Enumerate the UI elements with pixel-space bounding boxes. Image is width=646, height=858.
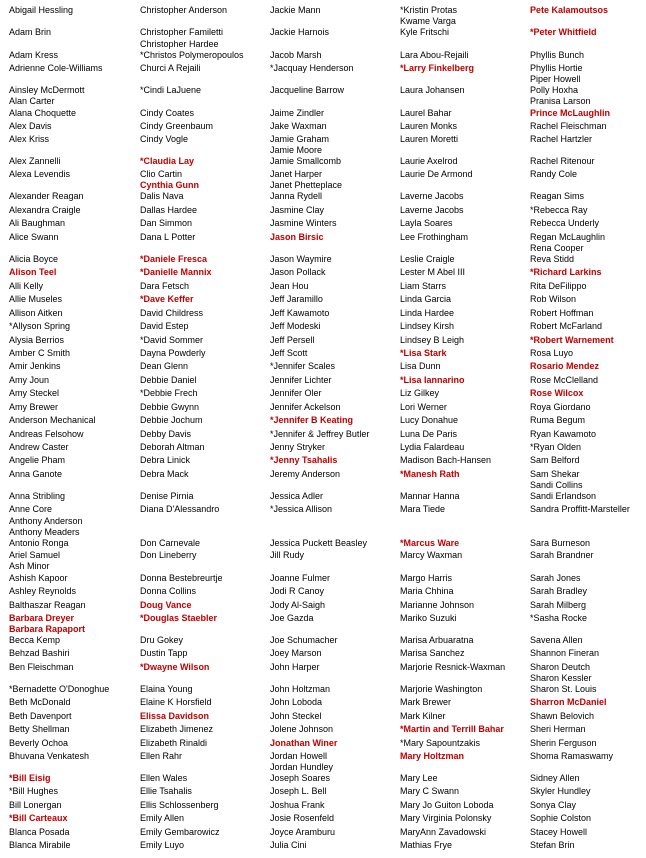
name-entry: Don Carnevale — [140, 538, 201, 548]
name-entry: Emily Allen — [140, 813, 185, 823]
name-entry: Polly Hoxha — [530, 85, 579, 95]
name-entry: Joanne Fulmer — [270, 573, 331, 583]
name-entry: Debbie Gwynn — [140, 402, 200, 412]
name-entry: Elizabeth Rinaldi — [140, 738, 208, 748]
name-entry: Adrienne Cole-Williams — [9, 63, 103, 73]
name-entry: *Sasha Rocke — [530, 613, 588, 623]
name-entry: Sam Shekar — [530, 469, 580, 479]
highlighted-name: *Bill Carteaux — [9, 813, 68, 823]
name-entry: Alex Zannelli — [9, 156, 61, 166]
name-entry: Jolene Johnson — [270, 724, 334, 734]
name-entry: Mathias Frye — [400, 840, 453, 850]
highlighted-name: Rose Wilcox — [530, 388, 584, 398]
name-entry: Rena Cooper — [530, 243, 584, 253]
name-entry: Sandra Proffitt-Marsteller — [530, 504, 630, 514]
name-entry: David Childress — [140, 308, 204, 318]
name-entry: Rita DeFilippo — [530, 281, 587, 291]
name-entry: Sherin Ferguson — [530, 738, 597, 748]
highlighted-name: *Larry Finkelberg — [400, 63, 475, 73]
name-entry: Laura Johansen — [400, 85, 465, 95]
name-entry: Jacob Marsh — [270, 50, 322, 60]
name-entry: Lester M Abel III — [400, 267, 466, 277]
name-entry: Jamie Graham — [270, 134, 330, 144]
name-entry: Angelie Pham — [9, 455, 66, 465]
name-entry: *Christos Polymeropoulos — [140, 50, 244, 60]
name-entry: *Jennifer Scales — [270, 361, 336, 371]
name-entry: John Loboda — [270, 697, 323, 707]
name-entry: Emily Luyo — [140, 840, 185, 850]
name-entry: Lauren Monks — [400, 121, 458, 131]
name-entry: *Bill Hughes — [9, 786, 59, 796]
name-entry: Pranisa Larson — [530, 96, 591, 106]
name-entry: *Rebecca Ray — [530, 205, 588, 215]
name-entry: Debbie Daniel — [140, 375, 197, 385]
name-entry: Jennifer Oler — [270, 388, 322, 398]
name-entry: Ellen Rahr — [140, 751, 183, 761]
name-entry: Ali Baughman — [9, 218, 66, 228]
name-entry: Alex Kriss — [9, 134, 50, 144]
name-entry: Alicia Boyce — [9, 254, 59, 264]
highlighted-name: *Manesh Rath — [400, 469, 460, 479]
name-entry: Allison Aitken — [9, 308, 63, 318]
name-entry: Linda Garcia — [400, 294, 452, 304]
name-entry: Elaina Young — [140, 684, 193, 694]
name-entry: Liam Starrs — [400, 281, 447, 291]
name-entry: Sheri Herman — [530, 724, 586, 734]
highlighted-name: *Robert Warnement — [530, 335, 614, 345]
name-entry: Liz Gilkey — [400, 388, 440, 398]
name-entry: Kwame Varga — [400, 16, 456, 26]
name-entry: Christopher Hardee — [140, 39, 219, 49]
name-entry: Donna Bestebreurtje — [140, 573, 223, 583]
name-entry: Margo Harris — [400, 573, 453, 583]
name-entry: Dean Glenn — [140, 361, 189, 371]
name-entry: Jeff Modeski — [270, 321, 321, 331]
name-entry: Becca Kemp — [9, 635, 61, 645]
name-entry: Debra Mack — [140, 469, 189, 479]
name-entry: *Kristin Protas — [400, 5, 458, 15]
name-entry: Phyllis Hortie — [530, 63, 583, 73]
highlighted-name: Rosario Mendez — [530, 361, 600, 371]
name-entry: *Debbie Frech — [140, 388, 198, 398]
name-entry: Janna Rydell — [270, 191, 323, 201]
name-entry: David Estep — [140, 321, 189, 331]
highlighted-name: Barbara Rapaport — [9, 624, 86, 634]
name-entry: John Holtzman — [270, 684, 331, 694]
name-entry: *Mary Sapountzakis — [400, 738, 481, 748]
name-entry: Jamie Moore — [270, 145, 323, 155]
name-entry: Laverne Jacobs — [400, 205, 464, 215]
name-entry: Ash Minor — [9, 561, 50, 571]
name-entry: Sarah Milberg — [530, 600, 587, 610]
name-entry: Debbie Jochum — [140, 415, 203, 425]
name-entry: Anna Stribling — [9, 491, 66, 501]
highlighted-name: Jonathan Winer — [270, 738, 338, 748]
name-entry: Jessica Adler — [270, 491, 324, 501]
name-entry: Sidney Allen — [530, 773, 580, 783]
name-entry: Adam Brin — [9, 27, 52, 37]
name-entry: Ashley Reynolds — [9, 586, 77, 596]
name-entry: Jamie Smallcomb — [270, 156, 342, 166]
name-entry: Laverne Jacobs — [400, 191, 464, 201]
highlighted-name: *Douglas Staebler — [140, 613, 218, 623]
name-entry: Anderson Mechanical — [9, 415, 96, 425]
name-entry: Alan Carter — [9, 96, 55, 106]
name-entry: Marjorie Washington — [400, 684, 483, 694]
name-entry: Shannon Fineran — [530, 648, 600, 658]
name-entry: MaryAnn Zavadowski — [400, 827, 487, 837]
name-entry: Regan McLaughlin — [530, 232, 606, 242]
name-entry: Alexa Levendis — [9, 169, 71, 179]
name-entry: Mannar Hanna — [400, 491, 460, 501]
name-entry: Donna Collins — [140, 586, 197, 596]
name-entry: Julia Cini — [270, 840, 307, 850]
name-entry: Lindsey Kirsh — [400, 321, 455, 331]
name-entry: Deborah Altman — [140, 442, 205, 452]
name-entry: Linda Hardee — [400, 308, 455, 318]
name-entry: Reva Stidd — [530, 254, 575, 264]
name-entry: Amy Brewer — [9, 402, 59, 412]
name-entry: Alexander Reagan — [9, 191, 84, 201]
name-entry: Cindy Coates — [140, 108, 195, 118]
name-entry: Marjorie Resnick-Waxman — [400, 662, 506, 672]
name-entry: Marisa Arbuaratna — [400, 635, 474, 645]
name-entry: Leslie Craigle — [400, 254, 455, 264]
highlighted-name: Prince McLaughlin — [530, 108, 611, 118]
name-entry: Maria Chhina — [400, 586, 454, 596]
name-entry: Elaine K Horsfield — [140, 697, 212, 707]
highlighted-name: *Dwayne Wilson — [140, 662, 210, 672]
name-entry: Jason Pollack — [270, 267, 326, 277]
highlighted-name: *Peter Whitfield — [530, 27, 597, 37]
highlighted-name: *Jennifer B Keating — [270, 415, 354, 425]
name-entry: *Jacquay Henderson — [270, 63, 354, 73]
name-entry: John Harper — [270, 662, 320, 672]
name-entry: Dana L Potter — [140, 232, 196, 242]
highlighted-name: Elissa Davidson — [140, 711, 210, 721]
name-entry: Beth Davenport — [9, 711, 72, 721]
name-entry: Joe Schumacher — [270, 635, 338, 645]
highlighted-name: Mary Holtzman — [400, 751, 465, 761]
name-entry: Lara Abou-Rejaili — [400, 50, 469, 60]
name-entry: Cindy Vogle — [140, 134, 189, 144]
highlighted-name: Alison Teel — [9, 267, 57, 277]
name-entry: Robert Hoffman — [530, 308, 594, 318]
name-entry: Mariko Suzuki — [400, 613, 457, 623]
name-entry: Emily Gembarowicz — [140, 827, 220, 837]
name-entry: Alysia Berrios — [9, 335, 65, 345]
name-entry: Jennifer Ackelson — [270, 402, 341, 412]
name-entry: Clio Cartin — [140, 169, 183, 179]
name-entry: Sharon Kessler — [530, 673, 592, 683]
name-entry: Amy Steckel — [9, 388, 60, 398]
name-entry: Lauren Moretti — [400, 134, 459, 144]
name-entry: Ellis Schlossenberg — [140, 800, 219, 810]
highlighted-name: *Claudia Lay — [140, 156, 195, 166]
name-entry: Denise Pirnia — [140, 491, 194, 501]
name-entry: Rosa Luyo — [530, 348, 574, 358]
name-entry: Alexandra Craigle — [9, 205, 81, 215]
name-entry: Sarah Brandner — [530, 550, 594, 560]
name-entry: Rebecca Underly — [530, 218, 600, 228]
name-entry: Diana D'Alessandro — [140, 504, 220, 514]
name-entry: Anthony Meaders — [9, 527, 80, 537]
name-entry: Blanca Posada — [9, 827, 70, 837]
name-entry: *Cindi LaJuene — [140, 85, 202, 95]
name-entry: Joey Marson — [270, 648, 322, 658]
name-entry: Beth McDonald — [9, 697, 71, 707]
highlighted-name: Barbara Dreyer — [9, 613, 75, 623]
name-entry: Dayna Powderly — [140, 348, 206, 358]
name-entry: Alex Davis — [9, 121, 52, 131]
name-entry: Mary C Swann — [400, 786, 460, 796]
highlighted-name: *Daniele Fresca — [140, 254, 208, 264]
name-entry: Jordan Howell — [270, 751, 328, 761]
name-entry: Andreas Felsohow — [9, 429, 84, 439]
name-entry: Laurie De Armond — [400, 169, 473, 179]
name-entry: Jeff Jaramillo — [270, 294, 323, 304]
name-entry: John Steckel — [270, 711, 322, 721]
name-entry: Mary Jo Guiton Loboda — [400, 800, 494, 810]
name-entry: Sandi Collins — [530, 480, 583, 490]
name-entry: Lee Frothingham — [400, 232, 469, 242]
name-entry: Stefan Brin — [530, 840, 575, 850]
name-entry: Christopher Familetti — [140, 27, 224, 37]
name-entry: Amir Jenkins — [9, 361, 61, 371]
name-entry: Roya Giordano — [530, 402, 591, 412]
name-entry: Dan Simmon — [140, 218, 193, 228]
name-entry: Janet Phetteplace — [270, 180, 343, 190]
name-entry: Anne Core — [9, 504, 53, 514]
name-entry: *David Sommer — [140, 335, 204, 345]
name-entry: Mara Tiede — [400, 504, 446, 514]
highlighted-name: *Martin and Terrill Bahar — [400, 724, 504, 734]
name-entry: Shawn Belovich — [530, 711, 595, 721]
name-entry: Churci A Rejaili — [140, 63, 201, 73]
name-entry: Sarah Bradley — [530, 586, 588, 596]
name-entry: Blanca Mirabile — [9, 840, 71, 850]
name-entry: Jenny Stryker — [270, 442, 326, 452]
name-entry: Beverly Ochoa — [9, 738, 69, 748]
name-entry: Mark Kilner — [400, 711, 446, 721]
name-entry: Anthony Anderson — [9, 516, 83, 526]
name-entry: Ellie Tsahalis — [140, 786, 192, 796]
name-entry: Debby Davis — [140, 429, 192, 439]
name-entry: Elizabeth Jimenez — [140, 724, 214, 734]
name-entry: Joe Gazda — [270, 613, 314, 623]
name-entry: Lucy Donahue — [400, 415, 459, 425]
name-entry: Stacey Howell — [530, 827, 588, 837]
name-entry: Janet Harper — [270, 169, 323, 179]
name-entry: Alli Kelly — [9, 281, 44, 291]
name-entry: Bhuvana Venkatesh — [9, 751, 90, 761]
name-entry: Ashish Kapoor — [9, 573, 68, 583]
name-entry: Laurie Axelrod — [400, 156, 458, 166]
name-entry: Dustin Tapp — [140, 648, 188, 658]
name-entry: Anna Ganote — [9, 469, 63, 479]
name-entry: Andrew Caster — [9, 442, 69, 452]
highlighted-name: Cynthia Gunn — [140, 180, 199, 190]
name-entry: Rachel Hartzler — [530, 134, 593, 144]
name-entry: Jasmine Clay — [270, 205, 325, 215]
name-entry: Marisa Sanchez — [400, 648, 465, 658]
name-entry: Jennifer Lichter — [270, 375, 332, 385]
highlighted-name: *Richard Larkins — [530, 267, 602, 277]
name-entry: Jasmine Winters — [270, 218, 337, 228]
name-entry: Allie Museles — [9, 294, 63, 304]
name-entry: Sam Belford — [530, 455, 580, 465]
name-entry: Cindy Greenbaum — [140, 121, 214, 131]
name-entry: Ruma Begum — [530, 415, 586, 425]
name-entry: Josie Rosenfeld — [270, 813, 335, 823]
name-entry: Marcy Waxman — [400, 550, 463, 560]
name-entry: Jake Waxman — [270, 121, 327, 131]
name-entry: Sharon Deutch — [530, 662, 591, 672]
name-entry: Luna De Paris — [400, 429, 458, 439]
highlighted-name: *Danielle Mannix — [140, 267, 212, 277]
name-entry: *Bernadette O'Donoghue — [9, 684, 110, 694]
name-entry: Joseph L. Bell — [270, 786, 327, 796]
name-entry: Abigail Hessling — [9, 5, 74, 15]
name-entry: Rachel Fleischman — [530, 121, 607, 131]
name-entry: Kyle Fritschi — [400, 27, 450, 37]
name-entry: Alice Swann — [9, 232, 59, 242]
name-entry: Adam Kress — [9, 50, 59, 60]
name-entry: Sandi Erlandson — [530, 491, 597, 501]
name-entry: Mary Virginia Polonsky — [400, 813, 492, 823]
name-entry: Christopher Anderson — [140, 5, 228, 15]
name-entry: Jacqueline Barrow — [270, 85, 345, 95]
name-entry: Alana Choquette — [9, 108, 77, 118]
name-entry: Mary Lee — [400, 773, 438, 783]
name-entry: Bill Lonergan — [9, 800, 62, 810]
name-entry: Dallas Hardee — [140, 205, 198, 215]
name-entry: Amber C Smith — [9, 348, 71, 358]
name-entry: Sharon St. Louis — [530, 684, 597, 694]
name-entry: Jessica Puckett Beasley — [270, 538, 368, 548]
name-entry: Ainsley McDermott — [9, 85, 85, 95]
name-entry: Amy Joun — [9, 375, 50, 385]
name-entry: Savena Allen — [530, 635, 583, 645]
name-entry: Robert McFarland — [530, 321, 603, 331]
name-entry: Dara Fetsch — [140, 281, 190, 291]
name-entry: Shoma Ramaswamy — [530, 751, 614, 761]
name-entry: Jeff Kawamoto — [270, 308, 330, 318]
name-entry: Joseph Soares — [270, 773, 331, 783]
name-entry: Jason Waymire — [270, 254, 332, 264]
name-entry: Jeff Scott — [270, 348, 308, 358]
name-entry: Dalis Nava — [140, 191, 184, 201]
highlighted-name: *Jenny Tsahalis — [270, 455, 338, 465]
highlighted-name: *Lisa Stark — [400, 348, 447, 358]
name-entry: Sarah Jones — [530, 573, 581, 583]
name-entry: Dru Gokey — [140, 635, 184, 645]
name-entry: Marianne Johnson — [400, 600, 475, 610]
highlighted-name: *Dave Keffer — [140, 294, 194, 304]
name-entry: Randy Cole — [530, 169, 578, 179]
name-entry: Rob Wilson — [530, 294, 577, 304]
name-entry: Behzad Bashiri — [9, 648, 70, 658]
highlighted-name: Doug Vance — [140, 600, 192, 610]
name-entry: Jill Rudy — [270, 550, 305, 560]
name-entry: Jeremy Anderson — [270, 469, 341, 479]
name-entry: Reagan Sims — [530, 191, 585, 201]
highlighted-name: Jason Birsic — [270, 232, 324, 242]
highlighted-name: Sharron McDaniel — [530, 697, 607, 707]
name-entry: *Allyson Spring — [9, 321, 71, 331]
name-entry: Lori Werner — [400, 402, 447, 412]
name-entry: Joyce Aramburu — [270, 827, 336, 837]
name-entry: Mark Brewer — [400, 697, 452, 707]
name-entry: Antonio Ronga — [9, 538, 69, 548]
name-entry: Ryan Kawamoto — [530, 429, 597, 439]
name-entry: Jean Hou — [270, 281, 309, 291]
name-entry: Sara Burneson — [530, 538, 591, 548]
name-entry: Skyler Hundley — [530, 786, 591, 796]
name-entry: Madison Bach-Hansen — [400, 455, 492, 465]
name-entry: Jodi R Canoy — [270, 586, 325, 596]
name-entry: Joshua Frank — [270, 800, 325, 810]
name-entry: Debra Linick — [140, 455, 191, 465]
highlighted-name: *Lisa Iannarino — [400, 375, 465, 385]
name-entry: Jordan Hundley — [270, 762, 334, 772]
name-entry: Jackie Mann — [270, 5, 321, 15]
highlighted-name: *Marcus Ware — [400, 538, 460, 548]
name-entry: Don Lineberry — [140, 550, 197, 560]
name-entry: Lisa Dunn — [400, 361, 441, 371]
name-entry: Jaime Zindler — [270, 108, 325, 118]
name-entry: Ariel Samuel — [9, 550, 61, 560]
name-entry: *Jennifer & Jeffrey Butler — [270, 429, 370, 439]
name-entry: Betty Shellman — [9, 724, 70, 734]
name-entry: Balthaszar Reagan — [9, 600, 86, 610]
name-entry: Ellen Wales — [140, 773, 188, 783]
name-entry: Jeff Persell — [270, 335, 315, 345]
highlighted-name: Pete Kalamoutsos — [530, 5, 609, 15]
name-entry: Rose McClelland — [530, 375, 599, 385]
name-entry: *Jessica Allison — [270, 504, 333, 514]
name-entry: Laurel Bahar — [400, 108, 452, 118]
name-entry: Jackie Harnois — [270, 27, 330, 37]
name-entry: Rachel Ritenour — [530, 156, 595, 166]
name-entry: Ben Fleischman — [9, 662, 74, 672]
name-entry: Sophie Colston — [530, 813, 592, 823]
name-entry: Lydia Falardeau — [400, 442, 465, 452]
name-entry: Lindsey B Leigh — [400, 335, 465, 345]
highlighted-name: *Bill Eisig — [9, 773, 51, 783]
name-entry: Layla Soares — [400, 218, 453, 228]
name-entry: Jody Al-Saigh — [270, 600, 326, 610]
name-entry: Piper Howell — [530, 74, 581, 84]
name-entry: Phyllis Bunch — [530, 50, 585, 60]
name-entry: *Ryan Olden — [530, 442, 582, 452]
name-entry: Sonya Clay — [530, 800, 577, 810]
